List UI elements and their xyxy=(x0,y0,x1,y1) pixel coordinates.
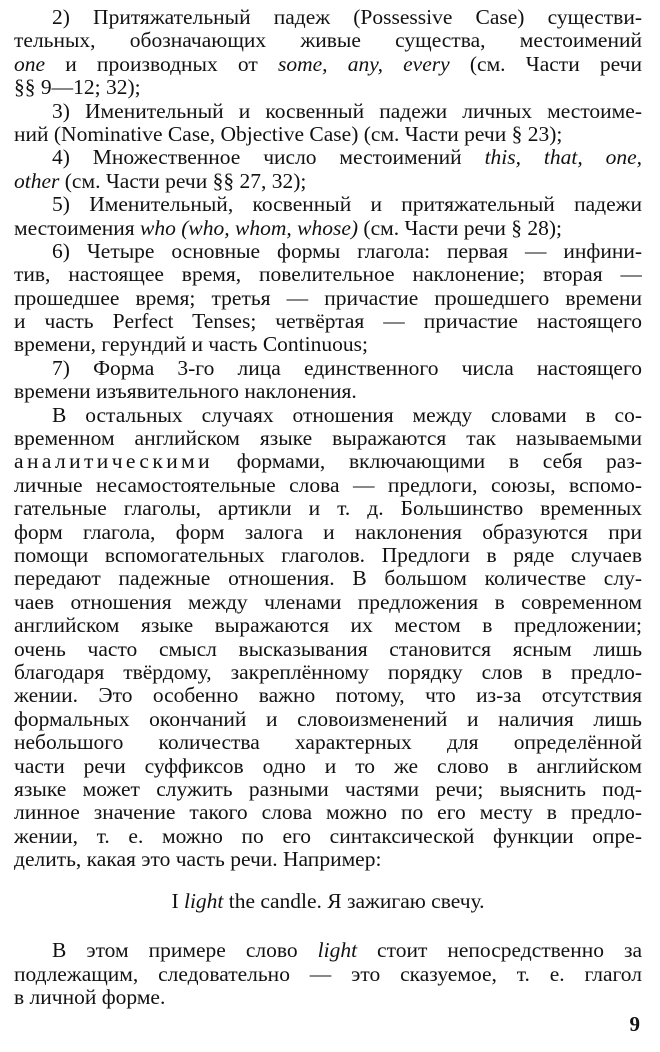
text-run: формальных окончаний и словоизменений и наличия лишь xyxy=(14,707,642,731)
text-run: форм глагола, форм залога и наклонения образуются при xyxy=(14,520,642,544)
body-text xyxy=(14,6,642,871)
text-run: и часть Perfect Tenses; четвёртая — причастие настоящего xyxy=(14,310,642,334)
text-run: небольшого количества характерных для определённой xyxy=(14,731,642,755)
text-run: тельных, обозначающих живые существа, местоимений xyxy=(14,29,642,53)
text-run: передают падежные отношения. В большом количестве слу- xyxy=(14,567,642,591)
paragraph xyxy=(14,357,642,404)
text-run: 7) Форма 3-го лица единственного числа настоящего xyxy=(52,356,642,380)
text-line xyxy=(14,708,642,731)
text-line xyxy=(14,986,642,1009)
text-line xyxy=(14,450,642,473)
text-run: В остальных случаях отношения между словами в со- xyxy=(52,403,642,427)
text-run: чаев отношения между членами предложения в современном xyxy=(14,590,642,614)
text-line xyxy=(14,848,642,871)
text-run: языке может служить разными частями речи; выяснить под- xyxy=(14,777,642,801)
text-line xyxy=(14,287,642,310)
text-run: гательные глаголы, артикли и т. д. Большинство временных xyxy=(14,497,642,521)
text-run: местоимения xyxy=(14,216,141,240)
text-run: личные несамостоятельные слова — предлоги, союзы, вспомо- xyxy=(14,473,642,497)
text-line xyxy=(14,404,642,427)
text-line xyxy=(14,684,642,707)
text-line xyxy=(14,123,642,146)
text-run: благодаря твёрдому, закреплённому порядку слов в предло- xyxy=(14,660,642,684)
spaced-emphasis: аналитическими xyxy=(14,450,214,474)
italic-term: other xyxy=(14,169,60,193)
text-line xyxy=(14,357,642,380)
text-run: (см. Части речи xyxy=(449,52,642,76)
text-run: прошедшее время; третья — причастие прошедшего времени xyxy=(14,286,642,310)
text-line xyxy=(14,333,642,356)
text-line xyxy=(14,591,642,614)
italic-term: light xyxy=(183,889,224,914)
text-line xyxy=(14,427,642,450)
paragraph xyxy=(14,240,642,357)
text-run: в личной форме. xyxy=(14,986,166,1010)
text-run: §§ 9—12; 32); xyxy=(14,76,141,100)
italic-term: this, that, one, xyxy=(484,146,642,170)
text-run: времени, герундий и часть Continuous; xyxy=(14,333,368,357)
text-line xyxy=(14,193,642,216)
text-run: 6) Четыре основные формы глагола: первая — инфини- xyxy=(52,239,642,263)
text-line xyxy=(14,544,642,567)
text-line xyxy=(14,29,642,52)
text-line xyxy=(14,6,642,29)
text-run: I xyxy=(171,889,184,914)
italic-term: who (who, whom, whose) xyxy=(140,216,359,240)
text-line xyxy=(14,217,642,240)
text-line xyxy=(14,497,642,520)
italic-term: some, any, every xyxy=(277,52,450,76)
text-line xyxy=(14,240,642,263)
text-run: формами, включающими в себя раз- xyxy=(213,450,642,474)
text-line xyxy=(14,567,642,590)
text-run: линное значение такого слова можно по его месту в предло- xyxy=(14,801,642,825)
text-line xyxy=(14,53,642,76)
text-run: 5) Именительный, косвенный и притяжательный падежи xyxy=(52,193,642,217)
text-line xyxy=(14,614,642,637)
closing-paragraph xyxy=(14,939,642,1009)
text-line xyxy=(14,100,642,123)
text-line xyxy=(14,310,642,333)
text-run: и производных от xyxy=(45,52,278,76)
text-line xyxy=(14,263,642,286)
paragraph xyxy=(14,404,642,872)
text-run: английском языке выражаются их местом в предложении; xyxy=(14,614,642,638)
text-line xyxy=(14,825,642,848)
text-line xyxy=(14,661,642,684)
text-line xyxy=(14,521,642,544)
paragraph xyxy=(14,193,642,240)
page-number: 9 xyxy=(629,1012,640,1036)
text-line xyxy=(14,963,642,986)
text-run: (см. Части речи § 28); xyxy=(358,216,563,240)
paragraph xyxy=(14,100,642,147)
text-line xyxy=(14,638,642,661)
text-run: очень часто смысл высказывания становится ясным лишь xyxy=(14,637,642,661)
text-run: жении. Это особенно важно потому, что из-за отсутствия xyxy=(14,684,642,708)
text-line xyxy=(14,380,642,403)
paragraph xyxy=(14,146,642,193)
text-run: жении, т. е. можно по его синтаксической функции опре- xyxy=(14,824,642,848)
text-line xyxy=(14,170,642,193)
text-run: подлежащим, следовательно — это сказуемое, т. е. глагол xyxy=(14,962,642,986)
italic-term: light xyxy=(317,939,358,963)
italic-term: one xyxy=(14,52,46,76)
text-line xyxy=(14,76,642,99)
text-run: 3) Именительный и косвенный падежи личных местоиме- xyxy=(52,99,642,123)
paragraph xyxy=(14,6,642,100)
text-run: ний (Nominative Case, Objective Case) (см. Части речи § 23); xyxy=(14,122,563,146)
text-line xyxy=(14,939,642,962)
text-run: 2) Притяжательный падеж (Possessive Case) существи- xyxy=(52,6,642,29)
text-run: тив, настоящее время, повелительное наклонение; вторая — xyxy=(14,263,642,287)
text-run: (см. Части речи §§ 27, 32); xyxy=(59,169,307,193)
text-run: части речи суффиксов одно и то же слово в английском xyxy=(14,754,642,778)
text-run: времени изъявительного наклонения. xyxy=(14,380,357,404)
text-run: временном английском языке выражаются так называемыми xyxy=(14,427,642,451)
text-run: the candle. Я зажигаю свечу. xyxy=(223,889,485,914)
text-line xyxy=(14,474,642,497)
text-line xyxy=(14,778,642,801)
text-run: помощи вспомогательных глаголов. Предлоги в ряде случаев xyxy=(14,543,642,567)
text-run: стоит непосредственно за xyxy=(357,939,642,963)
text-line xyxy=(14,801,642,824)
text-line xyxy=(14,731,642,754)
text-run: В этом примере слово xyxy=(52,939,318,963)
example-sentence xyxy=(14,889,642,913)
text-line xyxy=(14,755,642,778)
text-line xyxy=(14,146,642,169)
text-run: 4) Множественное число местоимений xyxy=(52,146,485,170)
text-run: делить, какая это часть речи. Например: xyxy=(14,848,382,872)
